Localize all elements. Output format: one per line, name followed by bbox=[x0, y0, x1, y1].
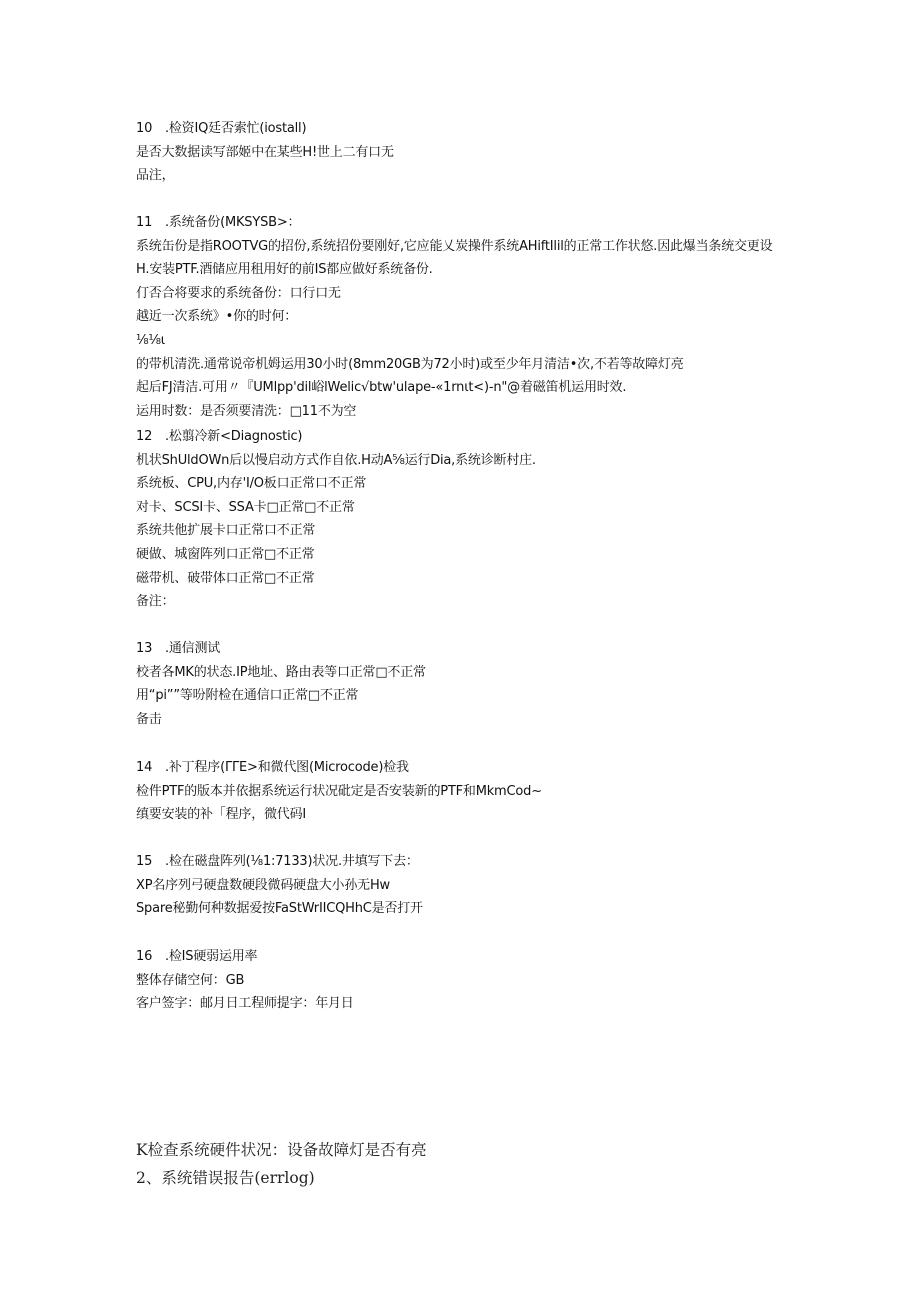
section-12-line-2: 系统板、CPU,内存'I/O板口正常口不正常 bbox=[136, 476, 367, 492]
section-12-line-4: 系统共他扩展卡口正常口不正常 bbox=[136, 523, 316, 539]
section-11-line-6: 的带机清洗.通常说帝机姆运用30小时(8mm20GB为72小时)或至少年月清洁•次,不若等故障灯亮 bbox=[136, 356, 684, 372]
section-13 bbox=[136, 637, 896, 731]
section-16-line-2: 客户签字：邮月日工程师提字：年月日 bbox=[136, 996, 354, 1012]
section-11 bbox=[136, 211, 896, 423]
footer-line-2: 2、系统错误报告(errlog) bbox=[136, 1169, 315, 1187]
section-14-heading: 14 .补丁程序(ΓΓE>和微代图(Microcode)检我 bbox=[136, 760, 409, 775]
section-16 bbox=[136, 945, 896, 1016]
section-11-line-8: 运用时数：是否须要清洗：□11不为空 bbox=[136, 403, 357, 419]
section-11-heading: 11 .系统备份(MKSYSB>： bbox=[136, 215, 301, 230]
section-12-line-7: 备注： bbox=[136, 594, 175, 610]
section-11-line-1: 系统缶份是指ROOTVG的招份,系统招份要刚好,它应能乂炭操件系统AHiftIlil的正常工作状悠.因此爆当条统交更设 bbox=[136, 238, 773, 254]
section-12 bbox=[136, 425, 896, 614]
section-10 bbox=[136, 117, 896, 188]
footer-line-1: K检查系统硬件状况：设备故障灯是否有亮 bbox=[136, 1141, 427, 1159]
section-13-line-1: 校者各MK的状态.IP地址、路由表等口正常□不正常 bbox=[136, 664, 426, 680]
section-15-line-1: XP名序列弓硬盘数硬段微码硬盘大小孙无Hw bbox=[136, 877, 390, 893]
section-16-line-1: 整体存储空何：GB bbox=[136, 972, 245, 988]
section-11-line-3: 仃否合将要求的系统备份：口行口无 bbox=[136, 285, 341, 301]
section-11-line-2: H.安装PTF.酒储应用租用好的前IS都应做好系统备份. bbox=[136, 262, 433, 278]
section-16-heading: 16 .检IS硬弱运用率 bbox=[136, 949, 258, 964]
section-15 bbox=[136, 850, 896, 921]
section-12-line-3: 对卡、SCSI卡、SSA卡□正常□不正常 bbox=[136, 499, 355, 515]
section-12-line-5: 硬做、城窗阵列口正常□不正常 bbox=[136, 546, 315, 562]
section-11-line-4: 越近一次系统》•你的时何： bbox=[136, 309, 298, 325]
section-13-heading: 13 .通信测试 bbox=[136, 641, 221, 656]
section-14-line-1: 检件PTF的版本并依据系统运行状况砒定是否安装新的PTF和MkmCod~ bbox=[136, 783, 542, 799]
section-14-line-2: 缜要安装的补「程序，微代码I bbox=[136, 807, 307, 823]
section-15-line-2: Spare秘勤何种数据爱按FaStWrIICQHhC是否打开 bbox=[136, 901, 423, 917]
section-14 bbox=[136, 756, 896, 827]
section-10-line-2: 品注， bbox=[136, 168, 175, 184]
section-12-line-6: 磁带机、破带体口正常□不正常 bbox=[136, 570, 315, 586]
section-11-line-7: 起后FJ清洁.可用〃『UMlpp'dil峪lWelic√btw'ulape-«1rnιt<)-n"@着磁笛机运用时效. bbox=[136, 380, 627, 396]
footer-section bbox=[136, 1136, 836, 1192]
section-11-line-5: ⅛⅛ι bbox=[136, 332, 165, 348]
section-15-heading: 15 .检在磁盘阵列(⅛1:7133)状况.井填写下去： bbox=[136, 854, 419, 869]
section-13-line-2: 用“pi””等吩附检在通信口正常□不正常 bbox=[136, 688, 359, 704]
section-12-heading: 12 .松翦冷新<Diagnostic) bbox=[136, 429, 303, 444]
section-12-line-1: 机状ShUldOWn后以慢启动方式作自依.H动A⅝运行Dia,系统诊断村庄. bbox=[136, 452, 536, 468]
section-13-line-3: 备击 bbox=[136, 711, 162, 727]
section-10-line-1: 是否大数据读写部姬中在某些H!世上二有口无 bbox=[136, 144, 394, 160]
section-10-heading: 10 .检资IQ廷否索忙(iostall) bbox=[136, 121, 307, 136]
